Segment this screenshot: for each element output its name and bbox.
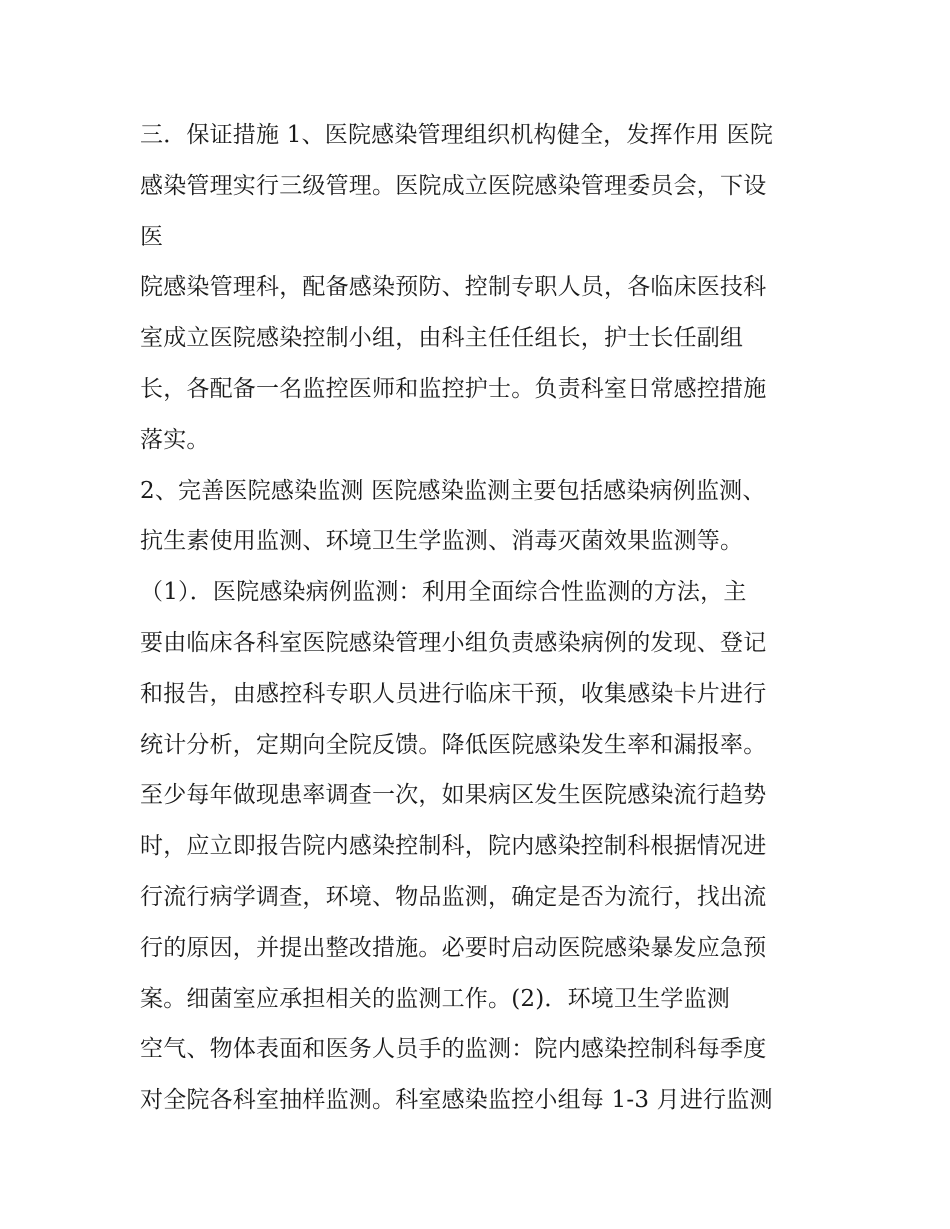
text-line: 2、完善医院感染监测 医院感染监测主要包括感染病例监测、 [140,477,766,504]
text-line: 和报告，由感控科专职人员进行临床干预，收集感染卡片进行 [140,680,767,707]
text-line: 对全院各科室抽样监测。科室感染监控小组每 1-3 月进行监测 [140,1087,773,1114]
text-line: 要由临床各科室医院感染管理小组负责感染病例的发现、登记 [140,629,767,656]
text-line: 案。细菌室应承担相关的监测工作。(2)．环境卫生学监测 [140,985,730,1012]
text-line: 落实。 [140,426,210,453]
text-line: 院感染管理科，配备感染预防、控制专职人员，各临床医技科 [140,274,767,301]
text-line: 医 [140,223,164,250]
text-line: 时，应立即报告院内感染控制科，院内感染控制科根据情况进 [140,833,767,860]
text-line: 长，各配备一名监控医师和监控护士。负责科室日常感控措施 [140,375,767,402]
text-line: 行的原因，并提出整改措施。必要时启动医院感染暴发应急预 [140,934,767,961]
text-line: 空气、物体表面和医务人员手的监测：院内感染控制科每季度 [140,1036,767,1063]
text-line: 感染管理实行三级管理。医院成立医院感染管理委员会，下设 [140,172,767,199]
text-line: 统计分析，定期向全院反馈。降低医院感染发生率和漏报率。 [140,731,767,758]
text-line: （1）．医院感染病例监测：利用全面综合性监测的方法，主 [140,579,747,606]
text-line: 至少每年做现患率调查一次，如果病区发生医院感染流行趋势 [140,782,767,809]
text-line: 抗生素使用监测、环境卫生学监测、消毒灭菌效果监测等。 [140,528,744,555]
text-line: 行流行病学调查，环境、物品监测，确定是否为流行，找出流 [140,883,767,910]
text-line: 三．保证措施 1、医院感染管理组织机构健全，发挥作用 医院 [140,122,774,148]
document-body-text [140,110,820,1126]
text-line: 室成立医院感染控制小组，由科主任任组长，护士长任副组 [140,325,744,352]
